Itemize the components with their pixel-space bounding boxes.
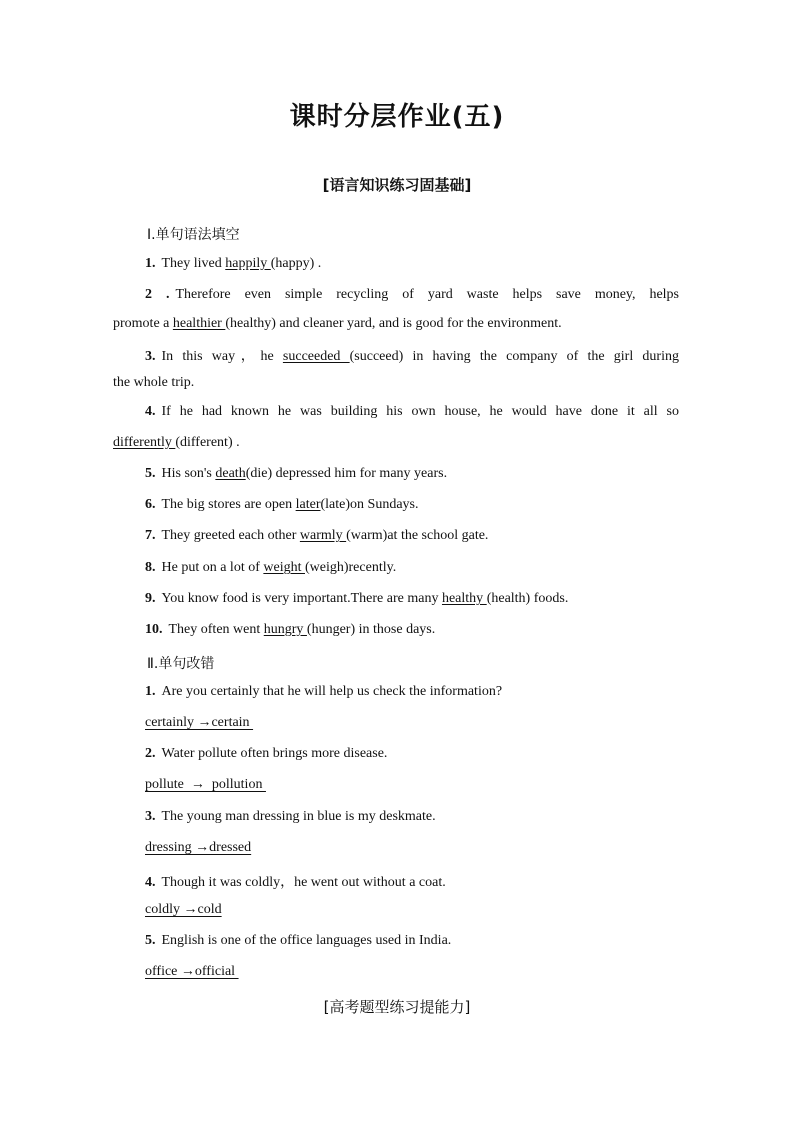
correction-answer-5: office →official xyxy=(145,964,239,979)
answer-blank: succeeded xyxy=(282,349,350,364)
grammar-item-10: 10. They often went hungry (hunger) in those days. xyxy=(145,622,436,637)
section-heading-basics: [语言知识练习固基础] xyxy=(322,176,472,194)
grammar-item-9: 9. You know food is very important.There are many healthy (health) foods. xyxy=(145,591,569,606)
correction-item-1: 1. Are you certainly that he will help us check the information? xyxy=(145,684,503,699)
grammar-item-4-cont: differently (different) . xyxy=(113,435,240,450)
correction-answer-2: pollute → pollution xyxy=(145,777,266,792)
answer-blank: warmly xyxy=(299,528,347,543)
answer-blank: healthy xyxy=(441,591,487,606)
correction-answer-4: coldly →cold xyxy=(145,902,222,917)
grammar-item-7: 7. They greeted each other warmly (warm)at the school gate. xyxy=(145,528,489,543)
correction-item-2: 2. Water pollute often brings more disease. xyxy=(145,746,388,761)
grammar-item-4: 4. If he had known he was building his own house, he would have done it all so xyxy=(145,404,679,419)
answer-blank: happily xyxy=(225,256,271,271)
grammar-item-6: 6. The big stores are open later(late)on Sundays. xyxy=(145,497,419,512)
grammar-item-5: 5. His son's death(die) depressed him for many years. xyxy=(145,466,448,481)
correction-item-3: 3. The young man dressing in blue is my deskmate. xyxy=(145,809,436,824)
correction-item-4: 4. Though it was coldly，he went out without a coat. xyxy=(145,875,446,890)
answer-blank: weight xyxy=(263,560,305,575)
answer-blank: healthier xyxy=(172,316,226,331)
part2-heading: Ⅱ.单句改错 xyxy=(147,656,215,672)
part1-heading: Ⅰ.单句语法填空 xyxy=(147,227,240,243)
answer-blank: death xyxy=(215,466,246,481)
grammar-item-8: 8. He put on a lot of weight (weigh)recently. xyxy=(145,560,397,575)
correction-answer-3: dressing →dressed xyxy=(145,840,252,855)
grammar-item-3: 3. In this way，he succeeded (succeed) in having the company of the girl during xyxy=(145,349,679,364)
grammar-item-2: 2 . Therefore even simple recycling of yard waste helps save money, helps xyxy=(145,287,680,302)
correction-answer-1: certainly →certain xyxy=(145,715,254,730)
answer-blank: hungry xyxy=(263,622,307,637)
grammar-item-2-cont: promote a healthier (healthy) and cleaner yard, and is good for the environment. xyxy=(113,316,562,331)
correction-item-5: 5. English is one of the office languages used in India. xyxy=(145,933,452,948)
answer-blank: later xyxy=(295,497,321,512)
section-heading-exam: [高考题型练习提能力] xyxy=(323,998,471,1016)
answer-blank: differently xyxy=(113,435,176,450)
grammar-item-3-cont: the whole trip. xyxy=(113,375,195,390)
grammar-item-1: 1. They lived happily (happy) . xyxy=(145,256,322,271)
page-title: 课时分层作业(五) xyxy=(289,102,505,132)
